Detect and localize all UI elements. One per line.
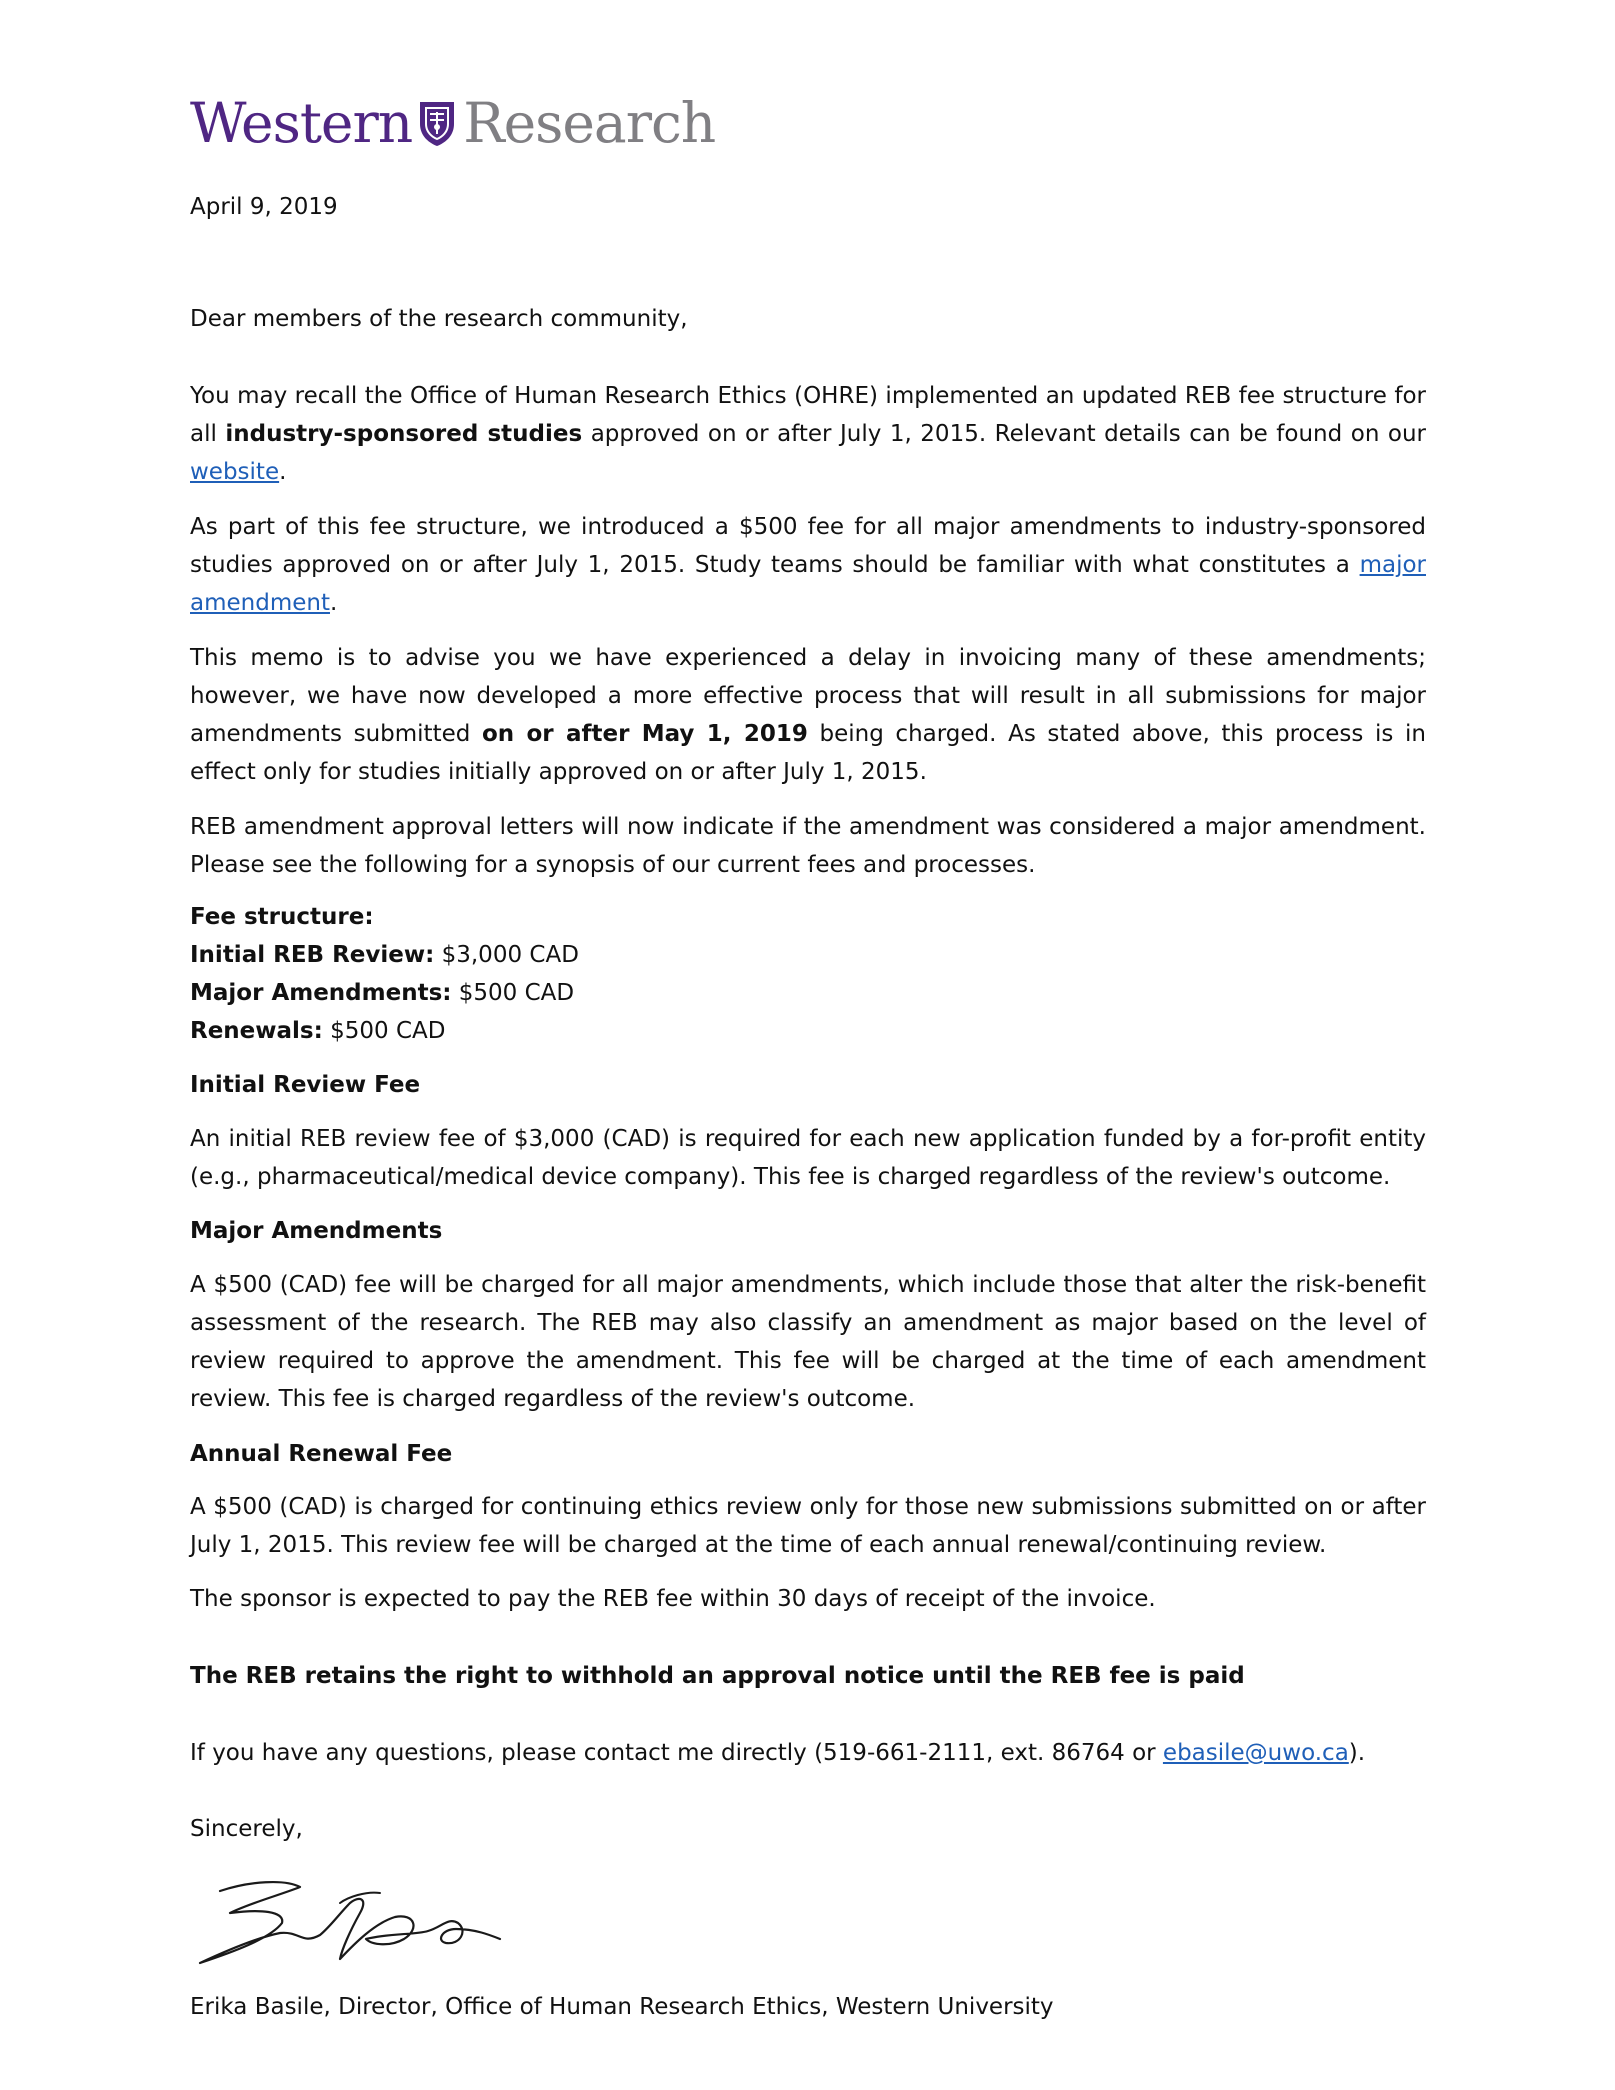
heading-initial-review-text: Initial Review Fee: [190, 1072, 421, 1098]
paragraph-invoicing-delay: [190, 639, 1426, 791]
contact-text-a: If you have any questions, please contact me directly (519-661-2111, ext. 86764 or: [190, 1740, 1163, 1766]
paragraph-annual-renewal: A $500 (CAD) is charged for continuing ethics review only for those new submissions submitted on or after July 1, 2015. This review fee will be charged at the time of each annual renewal/continuing review.: [190, 1494, 1426, 1558]
fee-structure-list: [190, 898, 579, 1050]
p2-text-a: As part of this fee structure, we introduced a $500 fee for all major amendments to industry-sponsored studies approved on or after July 1, 2015. Study teams should be familiar with what constitutes a: [190, 514, 1426, 578]
paragraph-major-amendments: A $500 (CAD) fee will be charged for all major amendments, which include those that alter the risk-benefit assessment of the research. The REB may also classify an amendment as major based on the level of review required to approve the amendment. This fee will be charged at the time of each amendment review. This fee is charged regardless of the review's outcome.: [190, 1272, 1426, 1412]
heading-annual-renewal: [190, 1435, 452, 1473]
letter-greeting: Dear members of the research community,: [190, 306, 688, 332]
closing: Sincerely,: [190, 1816, 303, 1842]
western-crest-icon: [417, 98, 457, 148]
paragraph-initial-review: An initial REB review fee of $3,000 (CAD) is required for each new application funded by a for-profit entity (e.g., pharmaceutical/medical device company). This fee is charged regardless of the review's outcome.: [190, 1126, 1426, 1190]
fee-renewal-label: Renewals:: [190, 1018, 323, 1044]
fee-structure-heading: [190, 898, 579, 936]
website-link[interactable]: website: [190, 459, 280, 485]
p1-text-c: .: [279, 459, 287, 485]
paragraph-fee-structure: [190, 508, 1426, 622]
paragraph-approval-letters: REB amendment approval letters will now indicate if the amendment was considered a major amendment. Please see the following for a synopsis of our current fees and processes.: [190, 814, 1426, 878]
fee-initial-label: Initial REB Review:: [190, 942, 435, 968]
signer-name: Erika Basile, Director, Office of Human Research Ethics, Western University: [190, 1994, 1054, 2020]
letter-page: [190, 88, 1427, 2020]
paragraph-contact: [190, 1734, 1365, 1772]
p1-text-b: approved on or after July 1, 2015. Relevant details can be found on our: [582, 421, 1427, 447]
logo-text-western: Western: [190, 90, 413, 155]
western-research-logo: [190, 88, 1426, 158]
fee-initial-value: $3,000 CAD: [434, 942, 579, 968]
letter-date: April 9, 2019: [190, 194, 338, 220]
p3-text-b: being charged. As stated above, this process is in effect only for studies initially approved on or after July 1, 2015.: [190, 721, 1426, 785]
heading-initial-review: [190, 1066, 420, 1104]
p2-text-b: .: [329, 590, 338, 616]
fee-major-value: $500 CAD: [451, 980, 575, 1006]
paragraph-payment: The sponsor is expected to pay the REB fee within 30 days of receipt of the invoice.: [190, 1586, 1156, 1612]
logo-text-research: Research: [463, 90, 716, 155]
contact-text-b: ).: [1348, 1740, 1366, 1766]
fee-major-label: Major Amendments:: [190, 980, 452, 1006]
p3-bold: on or after May 1, 2019: [481, 721, 808, 747]
paragraph-intro: [190, 377, 1426, 491]
fee-renewal-value: $500 CAD: [322, 1018, 446, 1044]
heading-major-amendments: [190, 1212, 442, 1250]
fee-renewals: [190, 1012, 579, 1050]
heading-major-amendments-text: Major Amendments: [190, 1218, 443, 1244]
fee-initial-review: [190, 936, 579, 974]
p1-bold: industry-sponsored studies: [225, 421, 583, 447]
retain-notice-text: The REB retains the right to withhold an approval notice until the REB fee is paid: [190, 1663, 1245, 1689]
fee-heading-text: Fee structure:: [190, 904, 374, 930]
fee-major-amendments: [190, 974, 579, 1012]
signature: [190, 1873, 510, 1983]
retain-notice: [190, 1657, 1245, 1695]
email-link[interactable]: ebasile@uwo.ca: [1162, 1740, 1349, 1766]
p3-text-a: This memo is to advise you we have experienced a delay in invoicing many of these amendments; however, we have now developed a more effective process that will result in all submissions for major amendments submitted: [190, 645, 1426, 747]
heading-annual-renewal-text: Annual Renewal Fee: [190, 1441, 453, 1467]
major-amendment-link[interactable]: major amendment: [190, 552, 1426, 616]
p1-text-a: You may recall the Office of Human Research Ethics (OHRE) implemented an updated REB fee structure for all: [190, 383, 1426, 447]
